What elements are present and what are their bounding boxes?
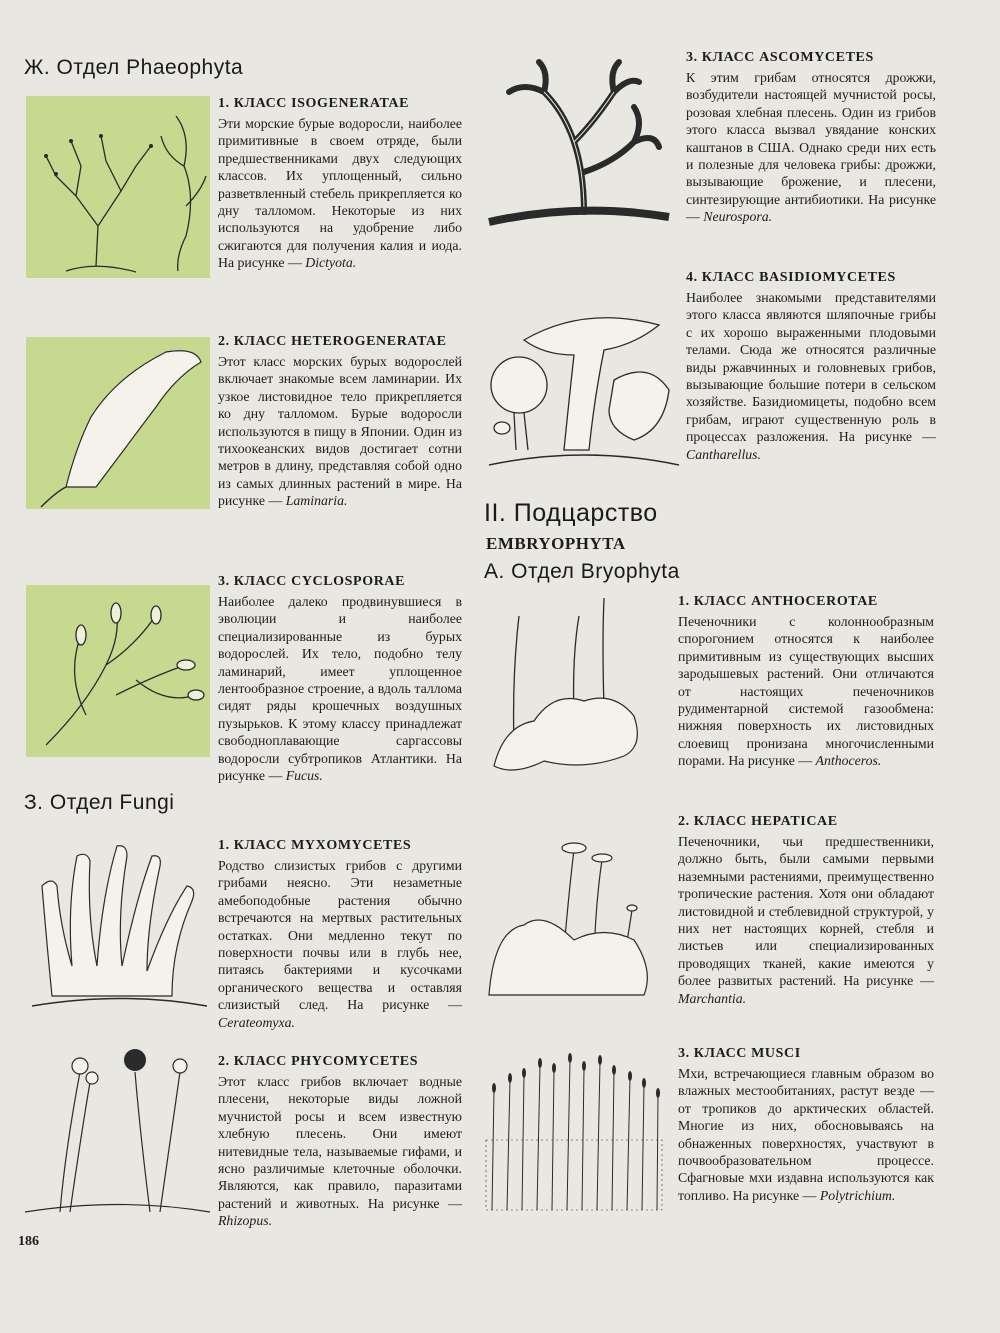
class-musci	[678, 1046, 934, 1204]
class-phycomycetes	[218, 1054, 462, 1230]
class-title: 2. КЛАСС PHYCOMYCETES	[218, 1054, 419, 1069]
laminaria-illustration	[26, 337, 210, 509]
class-heterogeneratae	[218, 334, 462, 510]
rhizopus-illustration	[20, 1032, 212, 1222]
class-cyclosporae	[218, 574, 462, 784]
genus-name: Laminaria.	[285, 493, 348, 509]
genus-name: Dictyota.	[305, 255, 357, 271]
class-description: Печеночники, чьи предшественники, должно быть, были самыми первыми наземными растениями, преимущественно тропические растения. Хотя они обладают листовидной и стеблевидной структурой, у них нет настоящих корней, стебля и листьев или специализированных проводящих тканей, какие имеются у более развитых растений. На рисунке — Marchantia.	[678, 834, 934, 1006]
polytrichium-illustration	[482, 1050, 666, 1220]
section-title-phaeophyta: Ж. Отдел Phaeophyta	[24, 56, 244, 79]
anthoceros-illustration	[484, 596, 654, 778]
section-title-fungi: З. Отдел Fungi	[24, 791, 175, 814]
class-description: Печеночники с колоннообразным спорогонием относятся к наиболее примитивным из существующих высших зародышевых растений. Они отличаются от настоящих печеночников рудиментарной системой газообмена: нижняя поверхность их листовидных слоевищ пронизана многочисленными порами. На рисунке — Anthoceros.	[678, 614, 934, 769]
class-title: 3. КЛАСС MUSCI	[678, 1046, 801, 1061]
class-title: 1. КЛАСС ISOGENERATAE	[218, 96, 410, 111]
genus-name: Marchantia.	[678, 990, 747, 1006]
class-description: К этим грибам относятся дрожжи, возбудители настоящей мучнистой росы, розовая хлебная плесень. Один из грибов этого класса вызвал увядание конских каштанов в США. Однако среди них есть и полезные для человека грибы: дрожжи, вызывающие брожение, и плесени, синтезирующие антибиотики. На рисунке — Neurospora.	[686, 70, 936, 225]
genus-name: Polytrichium.	[819, 1187, 896, 1203]
class-hepaticae	[678, 814, 934, 1007]
class-description: Эти морские бурые водоросли, наиболее примитивные в своем отряде, были предшественниками двух следующих классов. Их уплощенный, сильно разветвленный стебель прикрепляется ко дну талломом. Некоторые из них используются на удобрение либо сжигаются для получения калия и иода. На рисунке — Dictyota.	[218, 116, 462, 271]
fucus-illustration	[26, 585, 210, 757]
subkingdom-title: II. Подцарство	[484, 499, 658, 527]
genus-name: Rhizopus.	[218, 1213, 273, 1229]
genus-name: Anthoceros.	[815, 753, 882, 769]
cantharellus-illustration	[484, 300, 680, 490]
neurospora-illustration	[484, 52, 674, 240]
class-description: Наиболее знакомыми представителями этого класса являются шляпочные грибы с их хорошо выраженными плодовыми телами. Сюда же относятся различные виды ржавчинных и головневых грибов, вызывающие большие потери в сельском хозяйстве. Базидиомицеты, подобно всем грибам, играют существенную роль в процессах разложения. На рисунке — Cantharellus.	[686, 290, 936, 462]
page-number: 186	[18, 1234, 39, 1249]
class-description: Наиболее далеко продвинувшиеся в эволюции и наиболее специализированные из бурых водорослей. Их тело, подобно телу ламинарий, имеет уплощенное лентообразное строение, а вдоль таллома сидят ряды крошечных воздушных пузырьков. К этому классу принадлежат свободноплавающие саргассовы водоросли субтропиков Атлантики. На рисунке — Fucus.	[218, 594, 462, 784]
class-title: 1. КЛАСС MYXOMYCETES	[218, 838, 412, 853]
marchantia-illustration	[484, 830, 664, 1010]
subkingdom-name: EMBRYOPHYTA	[486, 534, 626, 553]
class-title: 2. КЛАСС HEPATICAE	[678, 814, 838, 829]
class-title: 3. КЛАСС ASCOMYCETES	[686, 50, 874, 65]
class-title: 3. КЛАСС CYCLOSPORAE	[218, 574, 406, 589]
dictyota-illustration	[26, 96, 210, 278]
class-title: 4. КЛАСС BASIDIOMYCETES	[686, 270, 896, 285]
class-isogeneratae	[218, 96, 462, 272]
class-description: Этот класс морских бурых водорослей включает знакомые всем ламинарии. Их узкое листовидное тело прикрепляется ко дну талломом. Бурые водоросли используются в пищу в Японии. Один из тихоокеанских видов достигает сотни метров в длину, представляя собой одно из самых длинных растений в мире. На рисунке — Laminaria.	[218, 354, 462, 509]
genus-name: Cantharellus.	[686, 446, 761, 462]
section-title-bryophyta: А. Отдел Bryophyta	[484, 560, 680, 583]
genus-name: Cerateomyxa.	[218, 1014, 296, 1030]
genus-name: Neurospora.	[703, 209, 773, 225]
class-myxomycetes	[218, 838, 462, 1031]
cerateomyxa-illustration	[22, 826, 212, 1016]
class-description: Мхи, встречающиеся главным образом во влажных местообитаниях, растут везде — от тропиков до арктических областей. Многие из них, обосновываясь на обнаженных поверхностях, участвуют в почвообразовательном процессе. Сфагновые мхи издавна используются как топливо. На рисунке — Polytrichium.	[678, 1066, 934, 1203]
class-description: Родство слизистых грибов с другими грибами неясно. Эти незаметные амебоподобные растения обычно встречаются на мертвых растительных остатках. Они медленно текут по поверхности почвы или в глубь нее, питаясь бактериями и кусочками органического вещества и оставляя слизистый след. На рисунке — Cerateomyxa.	[218, 858, 462, 1030]
class-description: Этот класс грибов включает водные плесени, некоторые виды ложной мучнистой росы и всем известную хлебную плесень. Они имеют нитевидные тела, называемые гифами, и ясно различимые клеточные оболочки. Являются, как правило, паразитами растений и животных. На рисунке — Rhizopus.	[218, 1074, 462, 1229]
genus-name: Fucus.	[285, 768, 323, 784]
class-anthocerotae	[678, 594, 934, 770]
class-basidiomycetes	[686, 270, 936, 463]
class-title: 1. КЛАСС ANTHOCEROTAE	[678, 594, 878, 609]
class-ascomycetes	[686, 50, 936, 226]
class-title: 2. КЛАСС HETEROGENERATAE	[218, 334, 447, 349]
